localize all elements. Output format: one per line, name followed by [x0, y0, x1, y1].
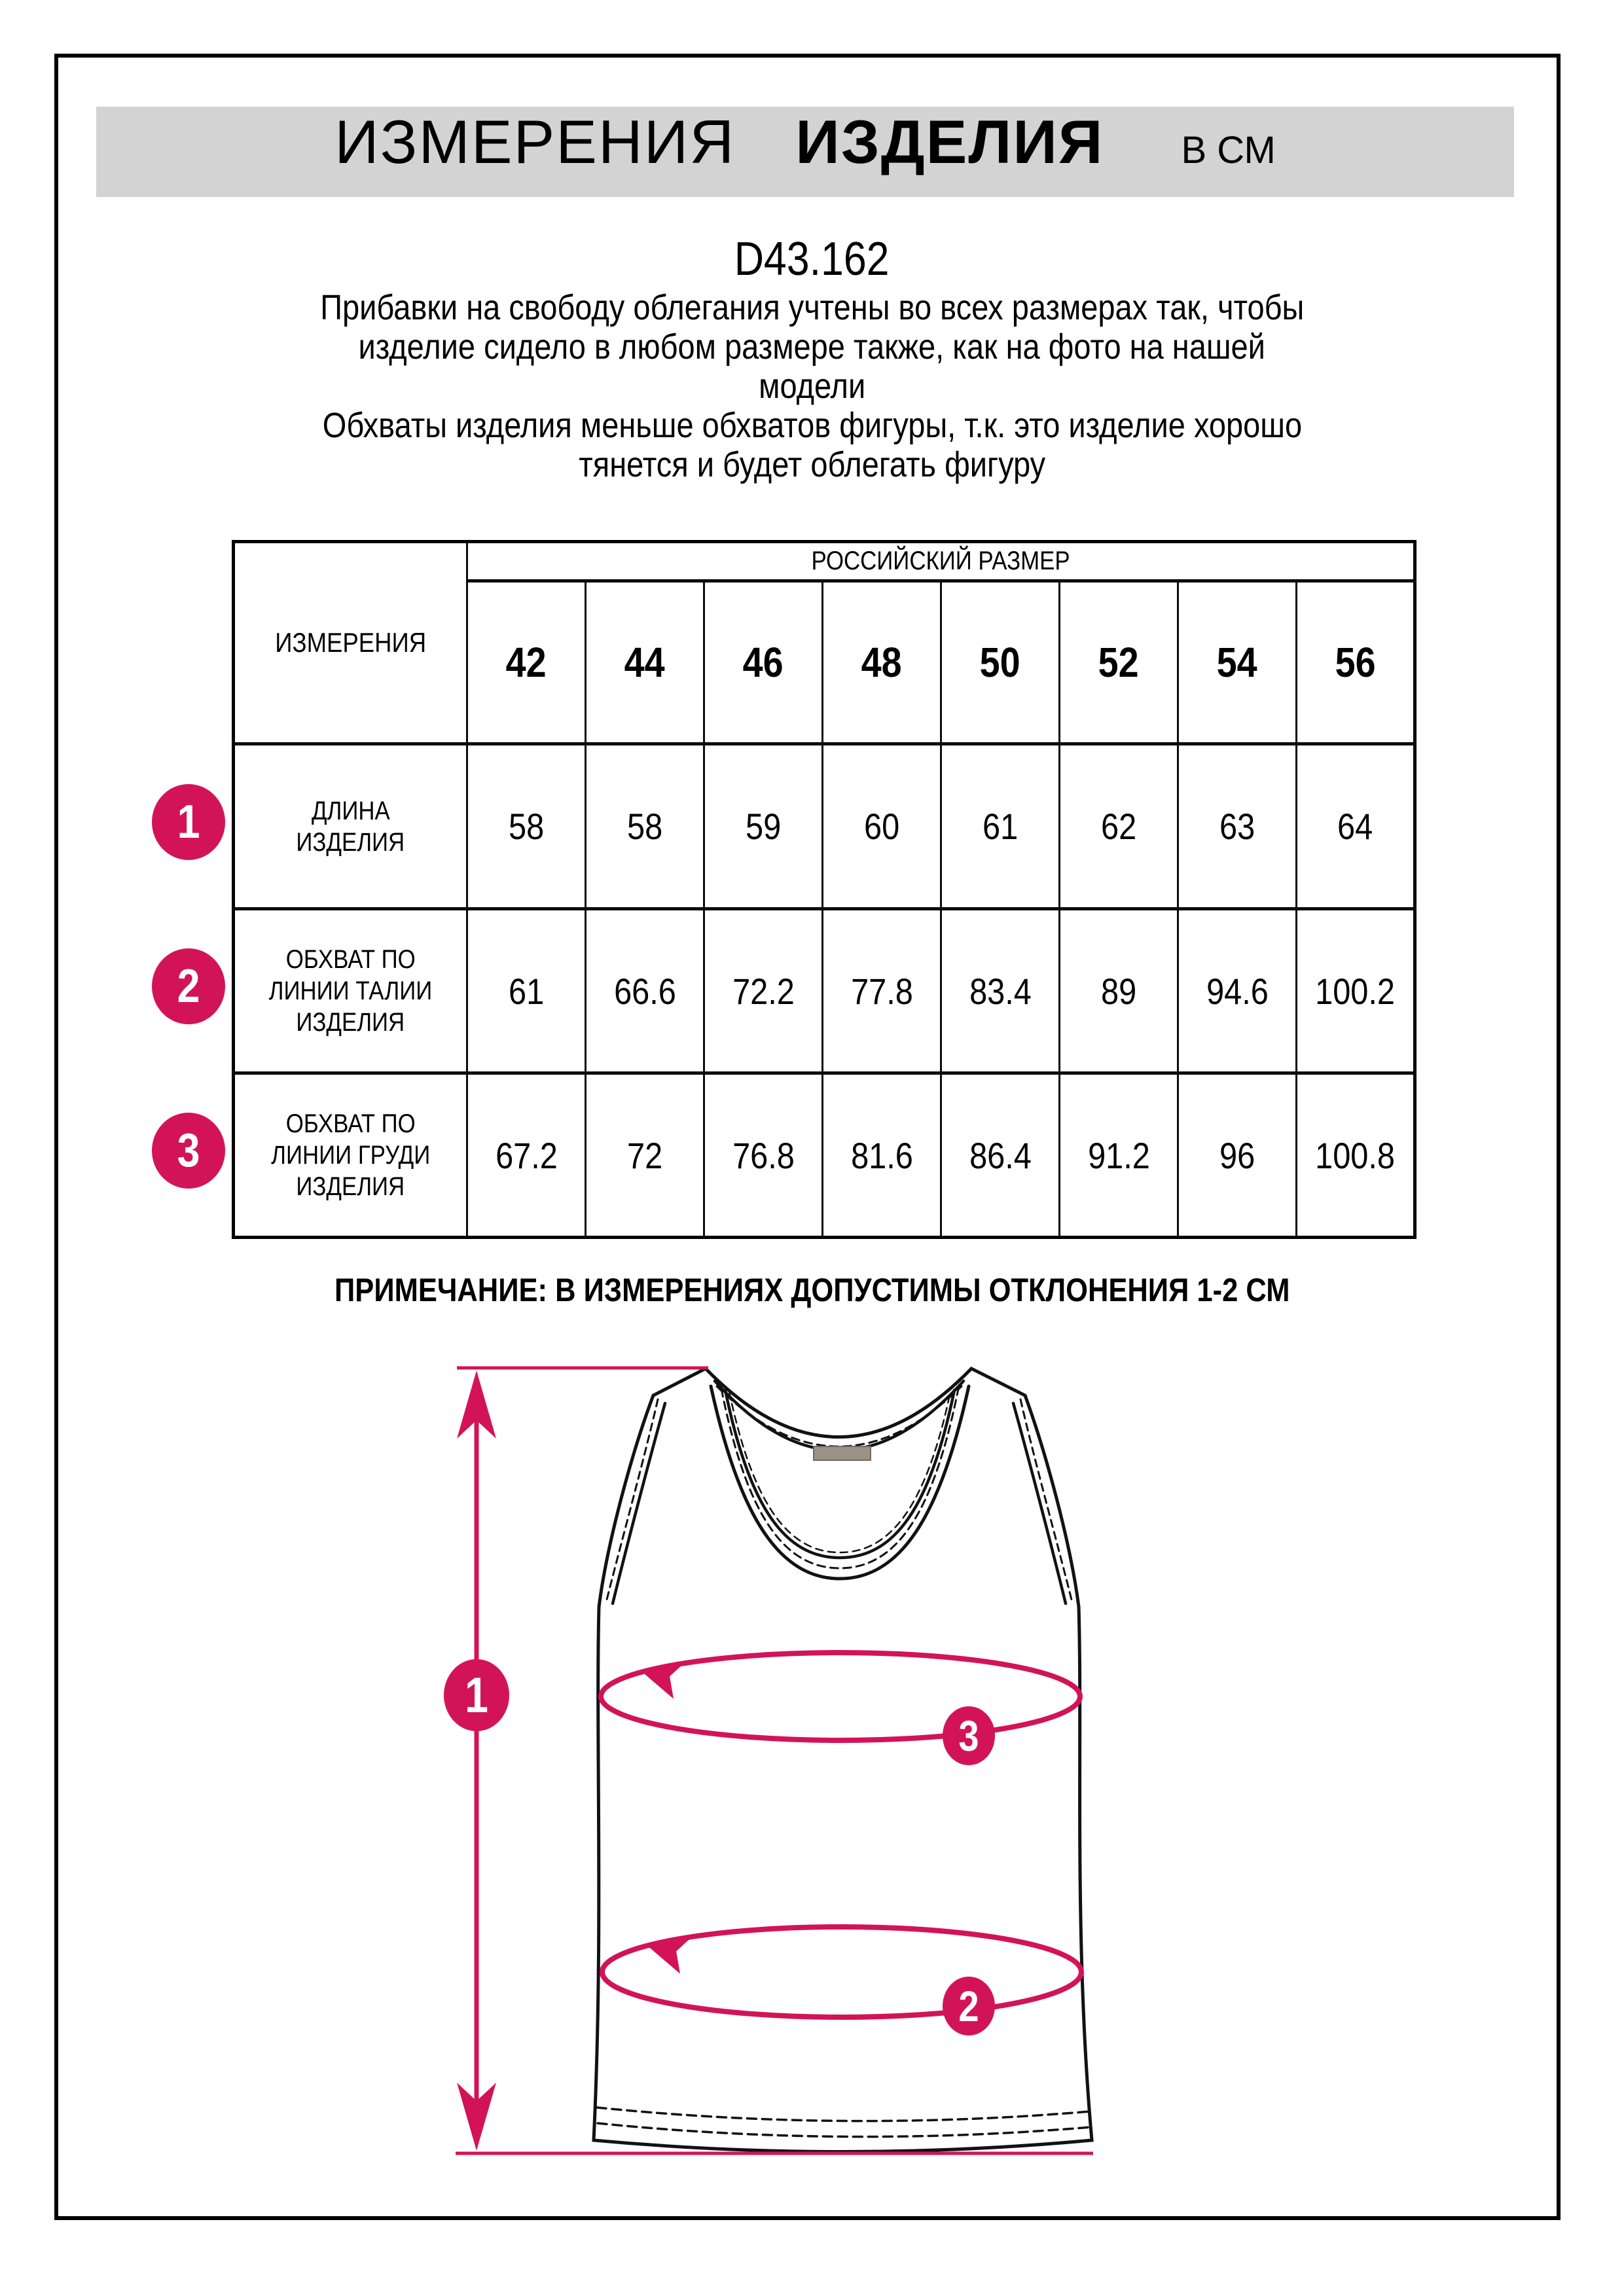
row-marker-3: 3	[152, 1113, 225, 1189]
value-cell: 77.8	[823, 909, 941, 1073]
value-cell: 91.2	[1060, 1073, 1178, 1238]
value-cell: 76.8	[704, 1073, 823, 1238]
intro-line: тянется и будет облегать фигуру	[579, 445, 1045, 484]
value-cell: 58	[467, 744, 586, 909]
banner-units: В СМ	[1181, 129, 1276, 171]
value-cell: 60	[823, 744, 941, 909]
table-row-waist	[234, 909, 1415, 1073]
length-marker-number: 1	[465, 1667, 488, 1723]
value-cell: 83.4	[941, 909, 1060, 1073]
tolerance-note: ПРИМЕЧАНИЕ: В ИЗМЕРЕНИЯХ ДОПУСТИМЫ ОТКЛОНЕНИЯ 1-2 СМ	[334, 1272, 1290, 1308]
banner-title-secondary: ИЗДЕЛИЯ	[795, 107, 1104, 176]
tank-top-outline	[594, 1369, 1092, 2152]
value-cell: 67.2	[467, 1073, 586, 1238]
size-header-cell: 56	[1297, 581, 1415, 744]
value-cell: 72	[586, 1073, 704, 1238]
size-header-cell: 48	[823, 581, 941, 744]
row-label: ОБХВАТ ПО ЛИНИИ ТАЛИИ ИЗДЕЛИЯ	[234, 909, 467, 1073]
size-header-cell: 46	[704, 581, 823, 744]
row-label: ОБХВАТ ПО ЛИНИИ ГРУДИ ИЗДЕЛИЯ	[234, 1073, 467, 1238]
intro-line: изделие сидело в любом размере также, как на фото на нашей	[358, 327, 1266, 367]
chest-marker-number: 3	[958, 1712, 979, 1761]
row-label: ДЛИНА ИЗДЕЛИЯ	[234, 744, 467, 909]
table-row-chest	[234, 1073, 1415, 1238]
value-cell: 72.2	[704, 909, 823, 1073]
row-marker-1: 1	[152, 784, 225, 860]
value-cell: 100.2	[1297, 909, 1415, 1073]
value-cell: 89	[1060, 909, 1178, 1073]
table-corner-header: ИЗМЕРЕНИЯ	[234, 542, 467, 744]
neck-label	[814, 1446, 871, 1460]
value-cell: 86.4	[941, 1073, 1060, 1238]
table-row-length	[234, 744, 1415, 909]
value-cell: 81.6	[823, 1073, 941, 1238]
value-cell: 94.6	[1178, 909, 1297, 1073]
value-cell: 59	[704, 744, 823, 909]
waist-marker-number: 2	[958, 1982, 979, 2031]
intro-line: Прибавки на свободу облегания учтены во всех размерах так, чтобы	[320, 288, 1304, 327]
row-marker-2: 2	[152, 948, 225, 1024]
intro-paragraph-stretch	[0, 406, 1624, 484]
size-header-cell: 52	[1060, 581, 1178, 744]
value-cell: 58	[586, 744, 704, 909]
value-cell: 100.8	[1297, 1073, 1415, 1238]
intro-line: модели	[758, 367, 866, 406]
value-cell: 61	[941, 744, 1060, 909]
size-table	[232, 540, 1416, 1239]
value-cell: 96	[1178, 1073, 1297, 1238]
intro-line: Обхваты изделия меньше обхватов фигуры, т.к. это изделие хорошо	[322, 406, 1302, 445]
value-cell: 66.6	[586, 909, 704, 1073]
size-header-cell: 44	[586, 581, 704, 744]
value-cell: 62	[1060, 744, 1178, 909]
value-cell: 64	[1297, 744, 1415, 909]
product-code: D43.162	[734, 233, 890, 285]
title-banner	[96, 107, 1514, 197]
banner-title-main: ИЗМЕРЕНИЯ	[334, 107, 736, 176]
value-cell: 63	[1178, 744, 1297, 909]
table-group-header: РОССИЙСКИЙ РАЗМЕР	[467, 542, 1415, 581]
value-cell: 61	[467, 909, 586, 1073]
garment-sketch	[419, 1348, 1257, 2199]
size-header-cell: 42	[467, 581, 586, 744]
size-header-cell: 54	[1178, 581, 1297, 744]
size-header-cell: 50	[941, 581, 1060, 744]
intro-paragraph-fit	[0, 288, 1624, 406]
